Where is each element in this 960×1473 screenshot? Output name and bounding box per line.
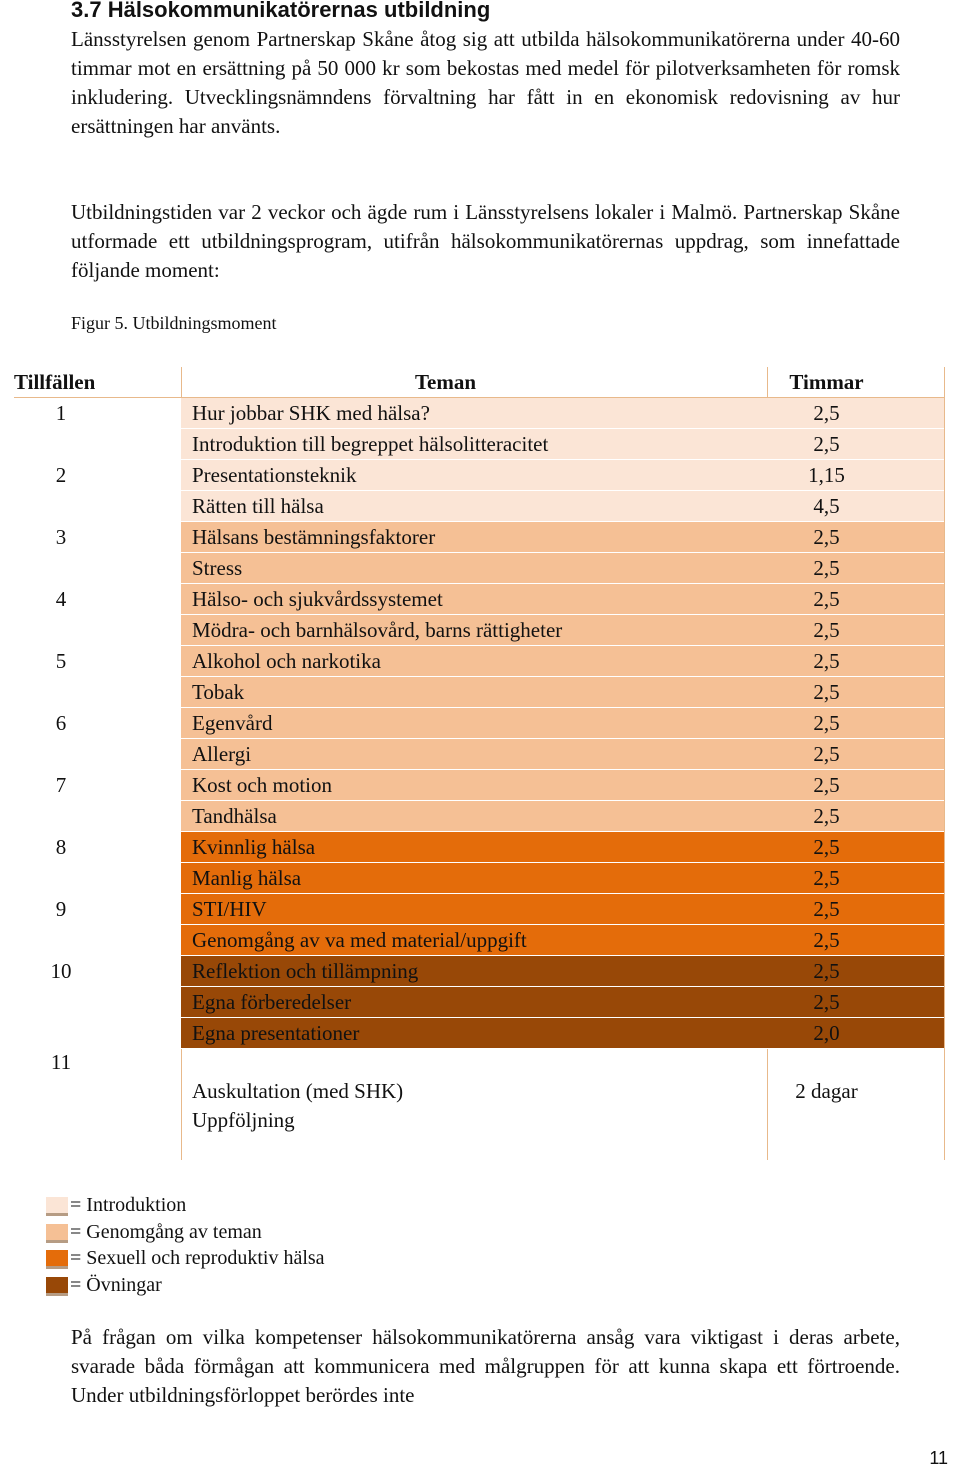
hours-value: 2,5 (813, 587, 840, 611)
session-number: 3 (55, 525, 67, 549)
topic-label: Allergi (192, 742, 252, 766)
hours-value: 2,5 (813, 990, 840, 1014)
hours-value: 2,5 (813, 897, 840, 921)
figure-caption: Figur 5. Utbildningsmoment (71, 313, 277, 333)
session-number: 9 (55, 897, 67, 921)
legend-swatch (46, 1250, 68, 1269)
hours-value: 2,5 (813, 959, 840, 983)
session-number: 4 (55, 587, 67, 611)
topic-label: Tobak (192, 680, 245, 704)
hours-value: 2,0 (813, 1021, 840, 1045)
closing-paragraph: På frågan om vilka kompetenser hälsokommunikatörerna ansåg vara viktigast i deras arbete, svarade båda förmågan att kommunicera med målgruppen för att kunna skapa ett förtroende. Under utbildningsförloppet berördes inte (71, 1325, 900, 1407)
session-number: 6 (55, 711, 67, 735)
topic-label: Stress (192, 556, 243, 580)
topic-label: Hur jobbar SHK med hälsa? (192, 401, 430, 425)
topic-label: Manlig hälsa (192, 866, 302, 890)
hours-value: 2,5 (813, 432, 840, 456)
topic-label: Egna presentationer (192, 1021, 360, 1045)
topic-label: Hälso- och sjukvårdssystemet (192, 587, 443, 611)
header-sessions: Tillfällen (14, 370, 96, 394)
hours-value: 2,5 (813, 556, 840, 580)
topic-label: Mödra- och barnhälsovård, barns rättigheter (192, 618, 563, 642)
training-paragraph: Utbildningstiden var 2 veckor och ägde rum i Länsstyrelsens lokaler i Malmö. Partnerskap Skåne utformade ett utbildningsprogram, utifrån hälsokommunikatörernas uppdrag, som innefattade följande moment: (71, 200, 900, 282)
hours-value: 4,5 (813, 494, 840, 518)
header-hours: Timmar (789, 370, 864, 394)
legend-label: = Introduktion (70, 1194, 187, 1216)
topic-label: Alkohol och narkotika (192, 649, 381, 673)
topic-label: Rätten till hälsa (192, 494, 324, 518)
hours-value: 2,5 (813, 866, 840, 890)
hours-value: 2,5 (813, 525, 840, 549)
hours-value: 2 dagar (795, 1079, 858, 1103)
page-number: 11 (929, 1448, 948, 1468)
legend-label: = Övningar (70, 1273, 162, 1296)
hours-value: 2,5 (813, 649, 840, 673)
legend-swatch (46, 1197, 68, 1216)
topic-label: Kost och motion (192, 773, 332, 797)
topic-label: Presentationsteknik (192, 463, 357, 487)
hours-value: 2,5 (813, 773, 840, 797)
topic-label: Reflektion och tillämpning (192, 959, 419, 983)
session-number: 11 (50, 1050, 72, 1074)
session-number: 5 (55, 649, 67, 673)
right-table-line (944, 367, 945, 1160)
hours-value: 2,5 (813, 742, 840, 766)
hours-value: 2,5 (813, 928, 840, 952)
legend-label: = Sexuell och reproduktiv hälsa (70, 1247, 325, 1269)
session-number: 8 (55, 835, 67, 859)
intro-paragraph: Länsstyrelsen genom Partnerskap Skåne åtog sig att utbilda hälsokommunikatörerna under 40-60 timmar mot en ersättning på 50 000 kr som bekostas med medel för pilotverksamheten för romsk inkludering. Utvecklingsnämndens förvaltning har fått in en ekonomisk redovisning av hur ersättningen har använts. (71, 27, 900, 138)
legend-swatch (46, 1277, 68, 1296)
legend-swatch (46, 1224, 68, 1243)
session-number: 10 (50, 959, 72, 983)
topic-label: Kvinnlig hälsa (192, 835, 316, 859)
header-topics: Teman (414, 370, 477, 394)
session-number: 2 (55, 463, 67, 487)
legend-label: = Genomgång av teman (70, 1220, 262, 1243)
hours-value: 2,5 (813, 804, 840, 828)
topic-label: Uppföljning (192, 1108, 295, 1132)
topic-label: Tandhälsa (192, 804, 277, 828)
hours-value: 2,5 (813, 711, 840, 735)
topic-label: Genomgång av va med material/uppgift (192, 928, 527, 952)
topic-label: Hälsans bestämningsfaktorer (192, 525, 436, 549)
topic-label: Egna förberedelser (192, 990, 352, 1014)
hours-value: 1,15 (808, 463, 845, 487)
topic-label: Auskultation (med SHK) (192, 1079, 404, 1103)
topic-label: STI/HIV (192, 897, 267, 921)
session-number: 7 (55, 773, 67, 797)
hours-value: 2,5 (813, 835, 840, 859)
topic-label: Egenvård (192, 711, 273, 735)
topic-label: Introduktion till begreppet hälsolitteracitet (192, 432, 549, 456)
session-number: 1 (55, 401, 67, 425)
hours-value: 2,5 (813, 401, 840, 425)
hours-value: 2,5 (813, 618, 840, 642)
hours-value: 2,5 (813, 680, 840, 704)
section-heading: 3.7 Hälsokommunikatörernas utbildning (71, 0, 491, 22)
